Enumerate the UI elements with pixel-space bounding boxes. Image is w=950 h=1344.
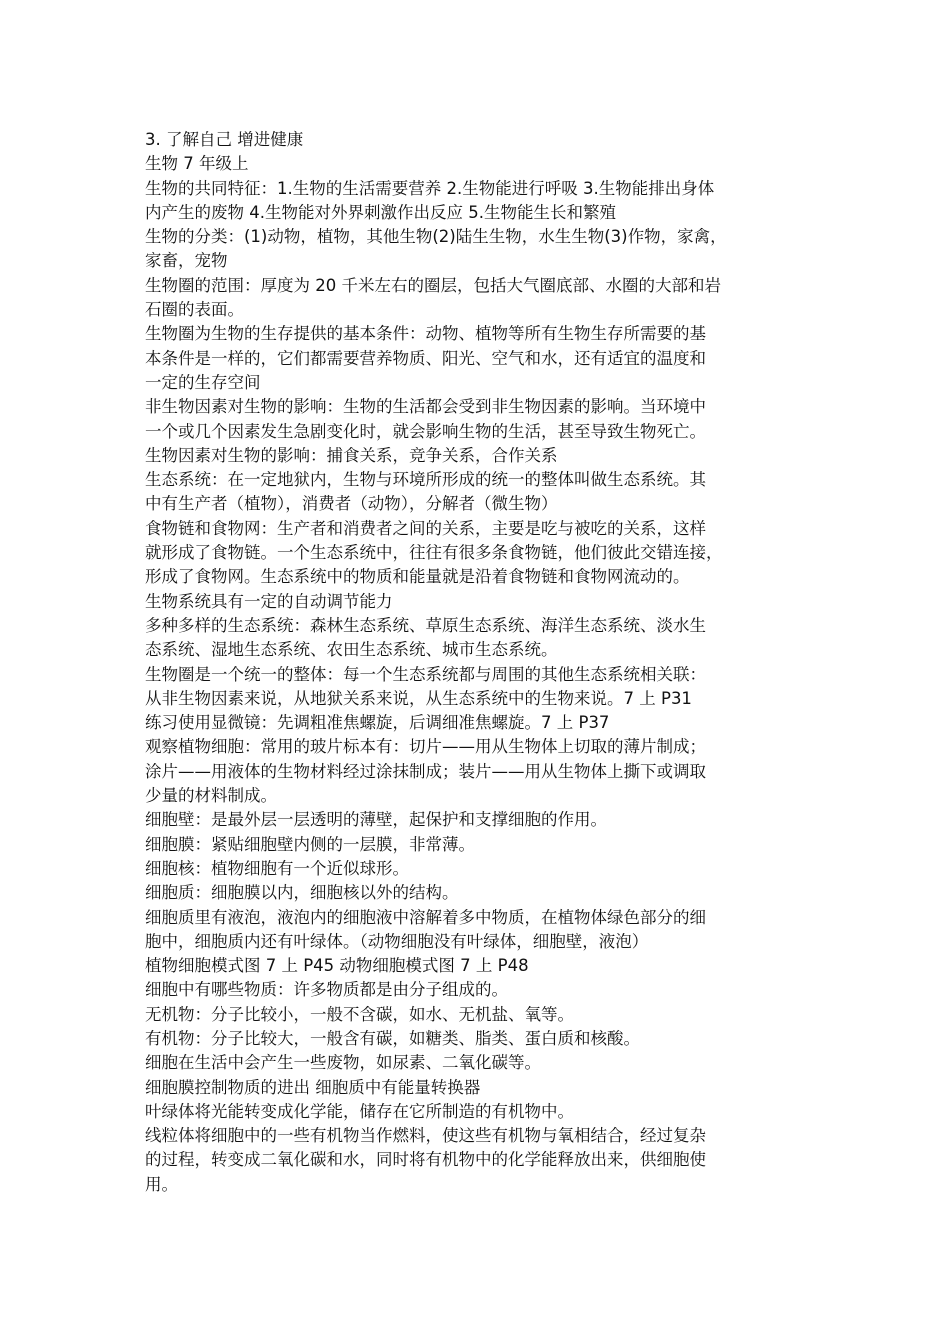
document-page — [145, 128, 813, 1197]
text-line: 细胞质里有液泡，液泡内的细胞液中溶解着多中物质，在植物体绿色部分的细 — [145, 907, 706, 927]
text-line: 本条件是一样的，它们都需要营养物质、阳光、空气和水，还有适宜的温度和 — [145, 348, 706, 368]
text-line: 生态系统：在一定地狱内，生物与环境所形成的统一的整体叫做生态系统。其 — [145, 470, 706, 490]
text-line: 非生物因素对生物的影响：生物的生活都会受到非生物因素的影响。当环境中 — [145, 397, 706, 417]
text-line: 内产生的废物 4.生物能对外界刺激作出反应 5.生物能生长和繁殖 — [145, 202, 616, 222]
text-line: 细胞核：植物细胞有一个近似球形。 — [145, 858, 409, 878]
text-line: 生物因素对生物的影响：捕食关系，竞争关系，合作关系 — [145, 445, 558, 465]
text-line: 植物细胞模式图 7 上 P45 动物细胞模式图 7 上 P48 — [145, 956, 529, 976]
text-line: 胞中，细胞质内还有叶绿体。（动物细胞没有叶绿体，细胞壁，液泡） — [145, 931, 649, 951]
subheading-line: 生物 7 年级上 — [145, 154, 249, 174]
text-line: 一定的生存空间 — [145, 372, 261, 392]
text-line: 细胞质：细胞膜以内，细胞核以外的结构。 — [145, 883, 459, 903]
text-line: 石圈的表面。 — [145, 300, 244, 320]
text-line: 生物圈为生物的生存提供的基本条件：动物、植物等所有生物生存所需要的基 — [145, 324, 706, 344]
text-line: 的过程，转变成二氧化碳和水，同时将有机物中的化学能释放出来，供细胞使 — [145, 1150, 706, 1170]
text-line: 中有生产者（植物），消费者（动物），分解者（微生物） — [145, 494, 558, 514]
text-line: 无机物：分子比较小，一般不含碳，如水、无机盐、氧等。 — [145, 1004, 574, 1024]
text-line: 生物系统具有一定的自动调节能力 — [145, 591, 393, 611]
text-line: 细胞膜：紧贴细胞壁内侧的一层膜，非常薄。 — [145, 834, 475, 854]
text-line: 细胞壁：是最外层一层透明的薄壁，起保护和支撑细胞的作用。 — [145, 810, 607, 830]
text-line: 叶绿体将光能转变成化学能，储存在它所制造的有机物中。 — [145, 1101, 574, 1121]
text-line: 形成了食物网。生态系统中的物质和能量就是沿着食物链和食物网流动的。 — [145, 567, 690, 587]
text-line: 线粒体将细胞中的一些有机物当作燃料，使这些有机物与氧相结合，经过复杂 — [145, 1126, 706, 1146]
text-line: 生物的共同特征：1.生物的生活需要营养 2.生物能进行呼吸 3.生物能排出身体 — [145, 178, 715, 198]
text-line: 少量的材料制成。 — [145, 786, 277, 806]
heading-line: 3. 了解自己 增进健康 — [145, 130, 304, 149]
text-line: 就形成了食物链。一个生态系统中，往往有很多条食物链，他们彼此交错连接， — [145, 543, 723, 563]
text-line: 一个或几个因素发生急剧变化时，就会影响生物的生活，甚至导致生物死亡。 — [145, 421, 706, 441]
text-line: 细胞膜控制物质的进出 细胞质中有能量转换器 — [145, 1077, 481, 1097]
text-line: 用。 — [145, 1174, 178, 1194]
text-line: 细胞中有哪些物质：许多物质都是由分子组成的。 — [145, 980, 508, 1000]
text-line: 涂片——用液体的生物材料经过涂抹制成；装片——用从生物体上撕下或调取 — [145, 761, 706, 781]
text-line: 态系统、湿地生态系统、农田生态系统、城市生态系统。 — [145, 640, 558, 660]
text-line: 练习使用显微镜：先调粗准焦螺旋，后调细准焦螺旋。7 上 P37 — [145, 713, 610, 733]
text-line: 家畜，宠物 — [145, 251, 228, 271]
text-line: 细胞在生活中会产生一些废物，如尿素、二氧化碳等。 — [145, 1053, 541, 1073]
text-line: 生物的分类：(1)动物，植物，其他生物(2)陆生生物，水生生物(3)作物，家禽， — [145, 227, 727, 247]
text-line: 观察植物细胞：常用的玻片标本有：切片——用从生物体上切取的薄片制成； — [145, 737, 706, 757]
text-line: 多种多样的生态系统：森林生态系统、草原生态系统、海洋生态系统、淡水生 — [145, 615, 706, 635]
text-line: 食物链和食物网：生产者和消费者之间的关系，主要是吃与被吃的关系，这样 — [145, 518, 706, 538]
text-line: 生物圈的范围：厚度为 20 千米左右的圈层，包括大气圈底部、水圈的大部和岩 — [145, 275, 721, 295]
text-line: 生物圈是一个统一的整体：每一个生态系统都与周围的其他生态系统相关联： — [145, 664, 706, 684]
text-line: 从非生物因素来说，从地狱关系来说，从生态系统中的生物来说。7 上 P31 — [145, 688, 692, 708]
text-line: 有机物：分子比较大，一般含有碳，如糖类、脂类、蛋白质和核酸。 — [145, 1028, 640, 1048]
